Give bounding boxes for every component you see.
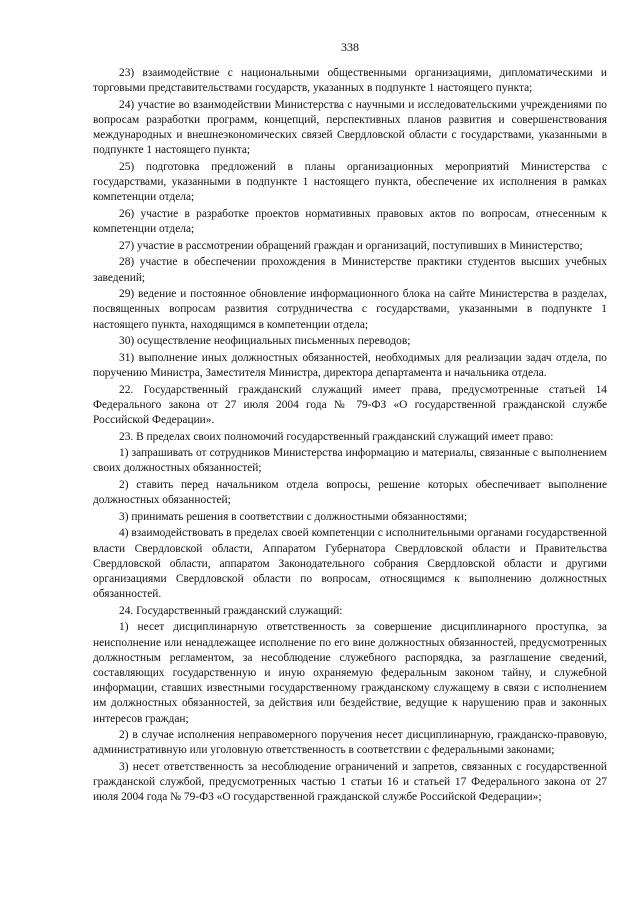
paragraph-duty-1: 1) несет дисциплинарную ответственность за совершение дисциплинарного проступка, за неисполнение или ненадлежащее исполнение по его вине должностных обязанностей, предусмотренных должностным регламентом, за несоблюдение служебного распорядка, за разглашение сведений, составляющих государственную и иную охраняемую федеральным законом тайну, и служебной информации, ставших известными государственному гражданскому служащему в связи с исполнением им должностных обязанностей, за действия или бездействие, ведущие к нарушению прав и законных интересов граждан; [93, 621, 607, 725]
page-number: 338 [341, 40, 359, 54]
paragraph-clause-22: 22. Государственный гражданский служащий имеет права, предусмотренные статьей 14 Федерального закона от 27 июля 2004 года № 79-ФЗ «О государственной гражданской службе Российской Федерации». [93, 383, 607, 426]
paragraph-right-4: 4) взаимодействовать в пределах своей компетенции с исполнительными органами государственной власти Свердловской области, Аппаратом Губернатора Свердловской области и Правительства Свердловской области, аппаратом Законодательного собрания Свердловской области и другими организациями Свердловской области по вопросам, относящимся к выполнению должностных обязанностей. [93, 527, 607, 601]
paragraph-item-24: 24) участие во взаимодействии Министерства с научными и исследовательскими учреждениями по вопросам разработки программ, концепций, перспективных планов развития и совершенствования международных и внешнеэкономических связей Свердловской области с государствами, указанными в подпункте 1 настоящего пункта; [93, 98, 607, 157]
paragraph-item-27: 27) участие в рассмотрении обращений граждан и организаций, поступивших в Министерство; [119, 239, 583, 252]
paragraph-right-3: 3) принимать решения в соответствии с должностными обязанностями; [119, 510, 468, 523]
paragraph-right-2: 2) ставить перед начальником отдела вопросы, решение которых обеспечивает выполнение должностных обязанностей; [93, 478, 607, 507]
paragraph-duty-3: 3) несет ответственность за несоблюдение ограничений и запретов, связанных с государственной гражданской службой, предусмотренных частью 1 статьи 16 и статьей 17 Федерального закона от 27 июля 2004 года № 79-ФЗ «О государственной гражданской службе Российской Федерации»; [93, 760, 607, 804]
paragraph-clause-23: 23. В пределах своих полномочий государственный гражданский служащий имеет право: [119, 430, 554, 443]
paragraph-item-30: 30) осуществление неофициальных письменных переводов; [119, 335, 411, 348]
paragraph-item-23: 23) взаимодействие с национальными общественными организациями, дипломатическими и торговыми представительствами государств, указанных в подпункте 1 настоящего пункта; [93, 67, 607, 95]
paragraph-item-28: 28) участие в обеспечении прохождения в Министерстве практики студентов высших учебных заведений; [93, 256, 607, 284]
paragraph-item-26: 26) участие в разработке проектов нормативных правовых актов по вопросам, отнесенным к компетенции отдела; [93, 208, 607, 236]
paragraph-item-25: 25) подготовка предложений в планы организационных мероприятий Министерства с государствами, указанными в подпункте 1 настоящего пункта, обеспечение их исполнения в рамках компетенции отдела; [93, 161, 607, 204]
paragraph-item-31: 31) выполнение иных должностных обязанностей, необходимых для реализации задач отдела, по поручению Министра, Заместителя Министра, директора департамента и начальника отдела. [93, 351, 607, 379]
paragraph-clause-24: 24. Государственный гражданский служащий: [119, 604, 343, 617]
paragraph-right-1: 1) запрашивать от сотрудников Министерства информацию и материалы, связанные с выполнением своих должностных обязанностей; [93, 447, 607, 475]
paragraph-item-29: 29) ведение и постоянное обновление информационного блока на сайте Министерства в разделах, посвященных вопросам развития сотрудничества с государствами, указанными в подпункте 1 настоящего пункта, находящимся в компетенции отдела; [93, 288, 607, 331]
paragraph-duty-2: 2) в случае исполнения неправомерного поручения несет дисциплинарную, гражданско-правовую, административную или уголовную ответственность в соответствии с федеральными законами; [93, 729, 607, 757]
